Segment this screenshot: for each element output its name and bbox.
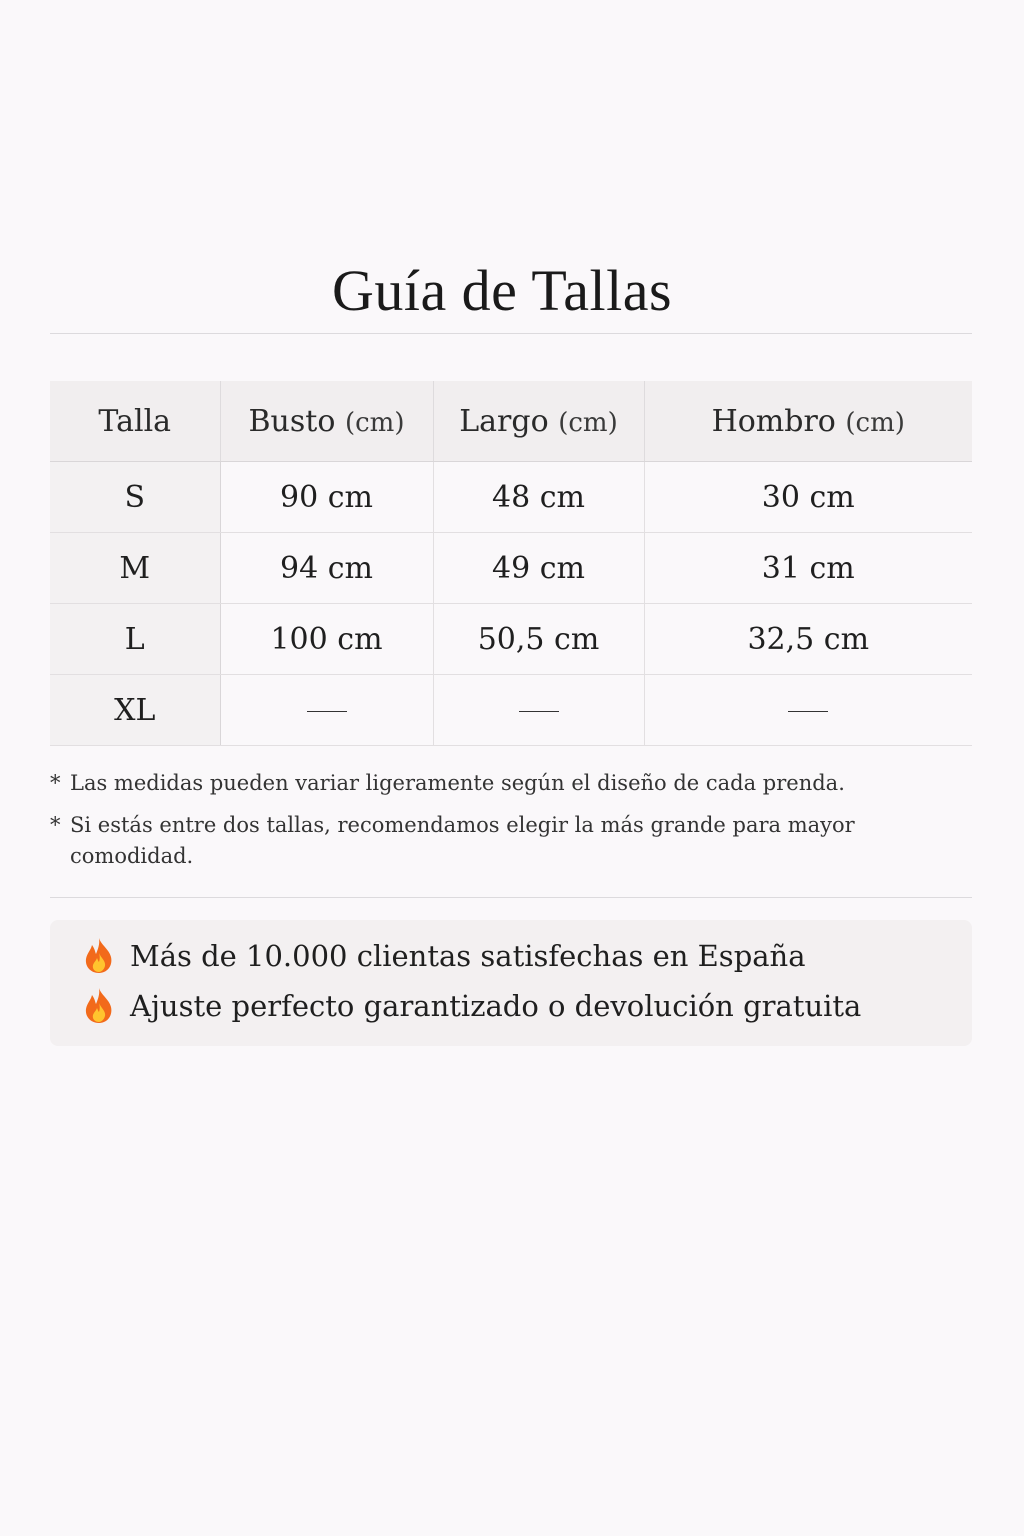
table-row <box>50 675 972 746</box>
largo-cell: 49 cm <box>433 533 644 604</box>
header-talla: Talla <box>50 381 220 462</box>
note-item <box>50 810 950 872</box>
largo-cell: 48 cm <box>433 462 644 533</box>
promo-box <box>50 920 972 1046</box>
fire-icon <box>82 987 116 1025</box>
busto-cell: 94 cm <box>220 533 433 604</box>
hombro-cell <box>644 675 972 746</box>
size-cell: L <box>50 604 220 675</box>
largo-cell: 50,5 cm <box>433 604 644 675</box>
busto-cell: 90 cm <box>220 462 433 533</box>
largo-cell <box>433 675 644 746</box>
size-notes <box>50 768 950 883</box>
divider <box>50 897 972 898</box>
busto-cell: 100 cm <box>220 604 433 675</box>
table-row <box>50 533 972 604</box>
header-largo: Largo (cm) <box>433 381 644 462</box>
table-row <box>50 462 972 533</box>
note-text: Si estás entre dos tallas, recomendamos elegir la más grande para mayor comodidad. <box>70 813 855 868</box>
promo-item <box>82 937 806 975</box>
header-hombro: Hombro (cm) <box>644 381 972 462</box>
size-table <box>50 381 972 746</box>
note-text: Las medidas pueden variar ligeramente según el diseño de cada prenda. <box>70 771 845 795</box>
hombro-cell: 31 cm <box>644 533 972 604</box>
size-cell: S <box>50 462 220 533</box>
table-header-row <box>50 381 972 462</box>
asterisk-marker: * <box>50 771 61 795</box>
size-cell: M <box>50 533 220 604</box>
empty-value-dash <box>307 711 347 713</box>
promo-item <box>82 987 861 1025</box>
busto-cell <box>220 675 433 746</box>
note-item <box>50 768 950 799</box>
header-busto: Busto (cm) <box>220 381 433 462</box>
fire-icon <box>82 937 116 975</box>
empty-value-dash <box>788 711 828 713</box>
page-title: Guía de Tallas <box>331 257 673 323</box>
hombro-cell: 30 cm <box>644 462 972 533</box>
asterisk-marker: * <box>50 813 61 837</box>
promo-text: Más de 10.000 clientas satisfechas en España <box>130 939 806 973</box>
table-row <box>50 604 972 675</box>
divider <box>50 333 972 334</box>
size-cell: XL <box>50 675 220 746</box>
hombro-cell: 32,5 cm <box>644 604 972 675</box>
empty-value-dash <box>519 711 559 713</box>
promo-text: Ajuste perfecto garantizado o devolución gratuita <box>130 989 862 1023</box>
